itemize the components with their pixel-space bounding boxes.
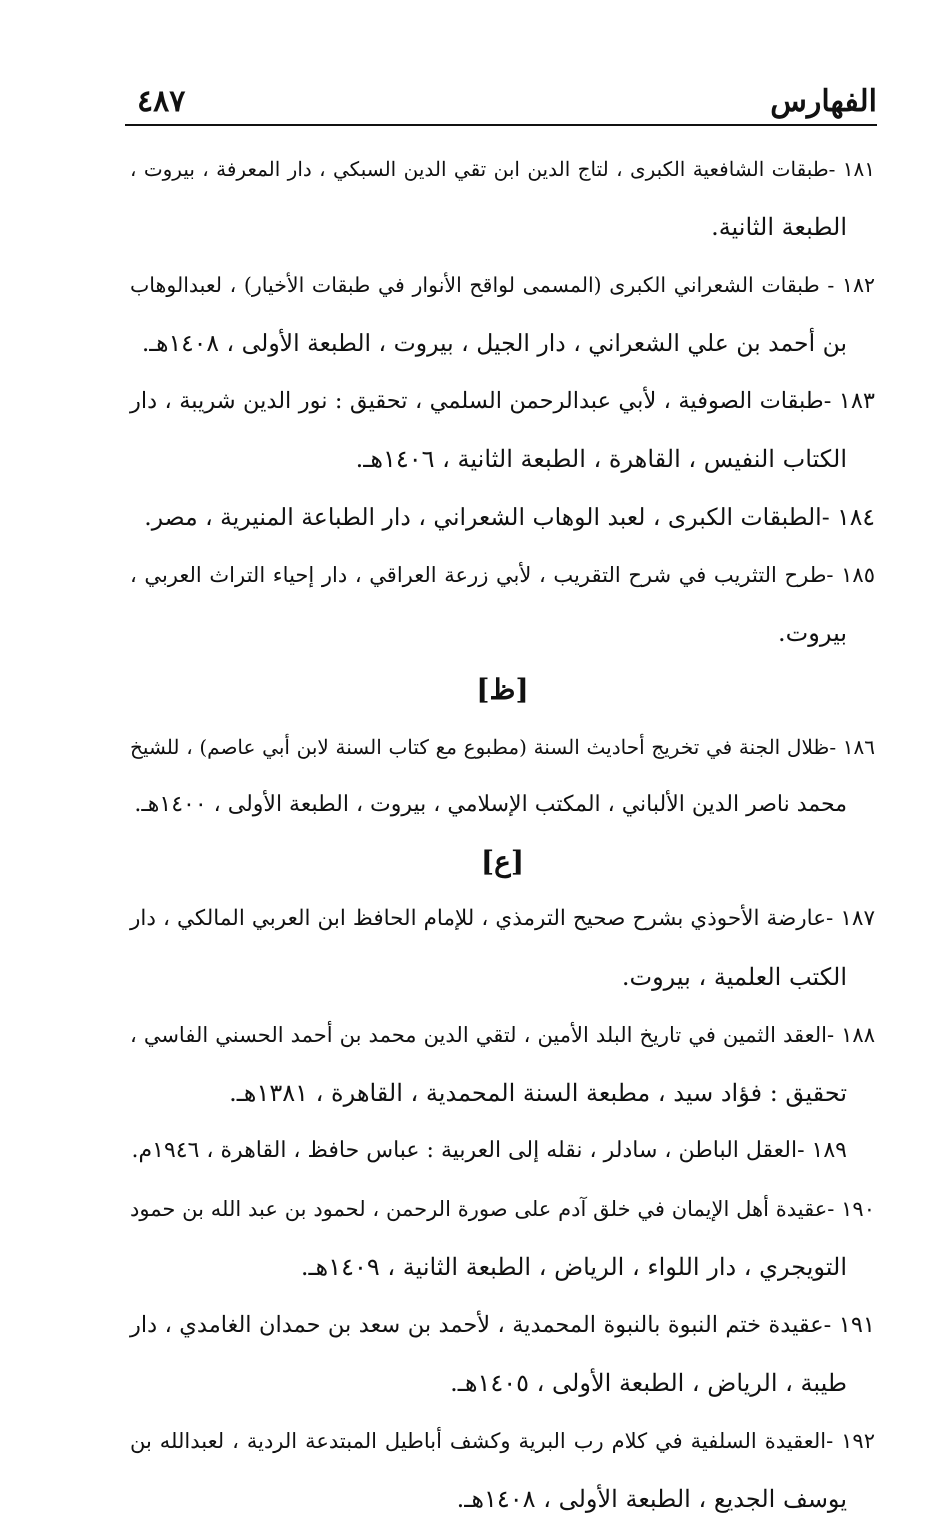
list-item <box>130 718 875 834</box>
entry-line-2: الكتاب النفيس ، القاهرة ، الطبعة الثانية ، ١٤٠٦هـ. <box>355 445 847 473</box>
entry-line-1: ١٨٤ -الطبقات الكبرى ، لعبد الوهاب الشعراني ، دار الطباعة المنيرية ، مصر. <box>144 503 875 531</box>
entry-line-1: ١٨٩ -العقل الباطن ، سادلر ، نقله إلى العربية : عباس حافظ ، القاهرة ، ١٩٤٦م. <box>131 1138 847 1163</box>
bibliography-list <box>130 140 875 1528</box>
list-item <box>130 1006 875 1122</box>
entry-line-1: ١٨٢ - طبقات الشعراني الكبرى (المسمى لواقح الأنوار في طبقات الأخيار) ، لعبدالوهاب <box>130 273 875 297</box>
entry-line-2: التويجري ، دار اللواء ، الرياض ، الطبعة الثانية ، ١٤٠٩هـ. <box>300 1253 847 1281</box>
entry-line-1: ١٨٥ -طرح التثريب في شرح التقريب ، لأبي زرعة العراقي ، دار إحياء التراث العربي ، <box>130 563 875 587</box>
list-item <box>130 1180 875 1296</box>
list-item <box>130 140 875 256</box>
list-item <box>130 1122 875 1180</box>
header-divider <box>125 124 877 126</box>
list-item <box>130 890 875 1006</box>
entry-line-2: يوسف الجديع ، الطبعة الأولى ، ١٤٠٨هـ. <box>456 1485 847 1513</box>
page-number: ٤٨٧ <box>137 84 186 119</box>
entry-line-2: الكتب العلمية ، بيروت. <box>621 963 847 991</box>
page-header <box>125 80 877 124</box>
entry-line-2: بن أحمد بن علي الشعراني ، دار الجيل ، بيروت ، الطبعة الأولى ، ١٤٠٨هـ. <box>141 329 847 357</box>
entry-line-1: ١٨٧ -عارضة الأحوذي بشرح صحيح الترمذي ، للإمام الحافظ ابن العربي المالكي ، دار <box>130 906 875 931</box>
entry-line-2: الطبعة الثانية. <box>711 213 847 241</box>
list-item <box>130 488 875 546</box>
list-item <box>130 1412 875 1528</box>
section-heading: [ظ] <box>476 673 529 706</box>
entry-line-1: ١٩٢ -العقيدة السلفية في كلام رب البرية وكشف أباطيل المبتدعة الردية ، لعبدالله بن <box>130 1429 875 1453</box>
list-item <box>130 256 875 372</box>
entry-line-2: طيبة ، الرياض ، الطبعة الأولى ، ١٤٠٥هـ. <box>450 1369 847 1397</box>
list-item <box>130 546 875 662</box>
list-item <box>130 372 875 488</box>
entry-line-2: محمد ناصر الدين الألباني ، المكتب الإسلامي ، بيروت ، الطبعة الأولى ، ١٤٠٠هـ. <box>134 792 847 817</box>
entry-line-1: ١٨٣ -طبقات الصوفية ، لأبي عبدالرحمن السلمي ، تحقيق : نور الدين شريبة ، دار <box>130 388 875 414</box>
entry-line-2: بيروت. <box>778 619 847 647</box>
list-item <box>130 1296 875 1412</box>
entry-line-1: ١٨١ -طبقات الشافعية الكبرى ، لتاج الدين ابن تقي الدين السبكي ، دار المعرفة ، بيروت ، <box>130 157 875 181</box>
entry-line-1: ١٨٦ -ظلال الجنة في تخريج أحاديث السنة (مطبوع مع كتاب السنة لابن أبي عاصم) ، للشيخ <box>130 735 875 759</box>
header-title: الفهارس <box>770 84 877 119</box>
entry-line-1: ١٩٠ -عقيدة أهل الإيمان في خلق آدم على صورة الرحمن ، لحمود بن عبد الله بن حمود <box>130 1197 875 1221</box>
entry-line-1: ١٩١ -عقيدة ختم النبوة بالنبوة المحمدية ، لأحمد بن سعد بن حمدان الغامدي ، دار <box>130 1312 875 1338</box>
entry-line-2: تحقيق : فؤاد سيد ، مطبعة السنة المحمدية ، القاهرة ، ١٣٨١هـ. <box>229 1079 847 1107</box>
entry-line-1: ١٨٨ -العقد الثمين في تاريخ البلد الأمين ، لتقي الدين محمد بن أحمد الحسني الفاسي ، <box>130 1023 875 1047</box>
section-heading: [ع] <box>480 845 525 878</box>
